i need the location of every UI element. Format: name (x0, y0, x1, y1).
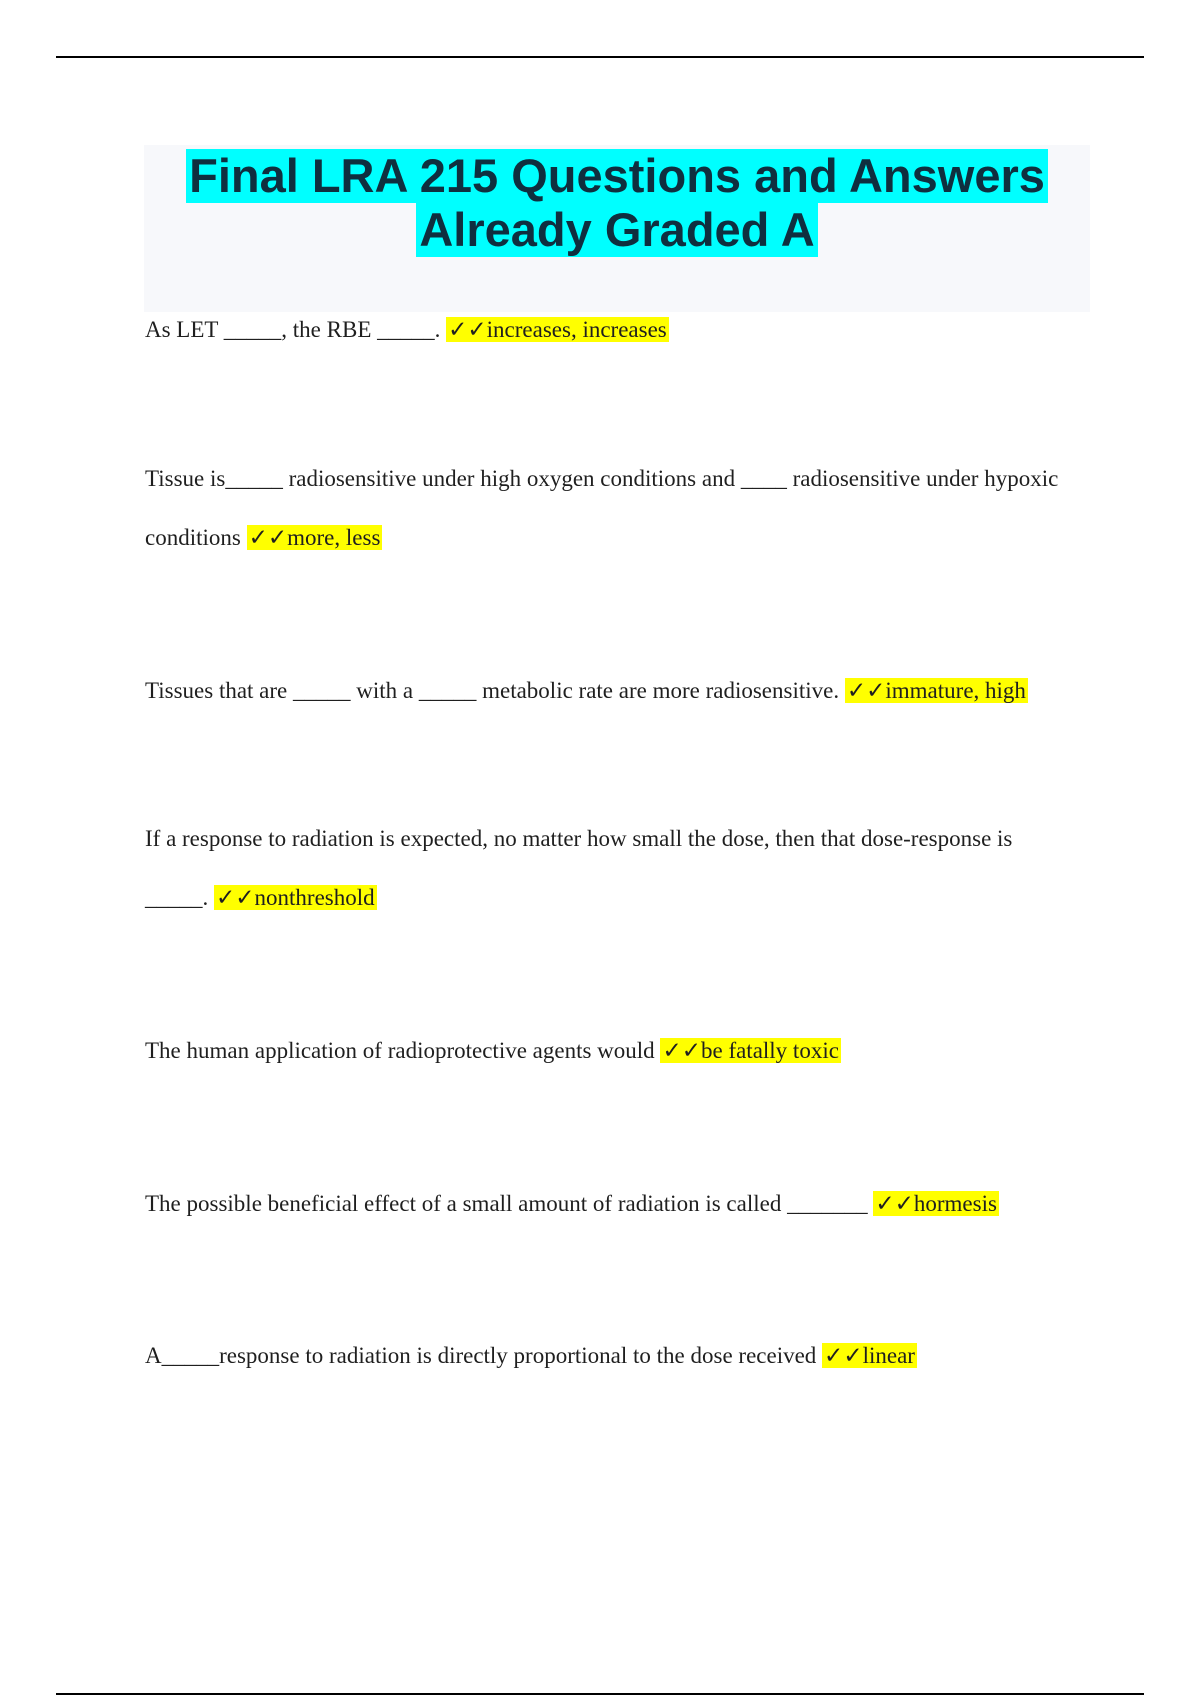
qa-item-7 (145, 1326, 1075, 1385)
title-block (144, 145, 1090, 312)
question-text: Tissue is_____ radiosensitive under high oxygen conditions and ____ radiosensitive under hypoxic conditions (145, 466, 1059, 550)
qa-item-1 (145, 300, 1075, 359)
answer-highlight: ✓✓increases, increases (448, 317, 667, 342)
footer-rule (56, 1693, 1144, 1695)
qa-item-3 (145, 661, 1075, 720)
document-title-line-1: Final LRA 215 Questions and Answers (186, 149, 1048, 203)
answer-highlight: ✓✓more, less (248, 525, 381, 550)
answer-highlight: ✓✓immature, high (846, 678, 1026, 703)
question-text: The possible beneficial effect of a small amount of radiation is called _______ (145, 1191, 868, 1216)
qa-item-4 (145, 809, 1075, 927)
answer-highlight: ✓✓linear (824, 1343, 915, 1368)
answer-highlight: ✓✓nonthreshold (216, 885, 375, 910)
question-text: As LET _____, the RBE _____. (145, 317, 441, 342)
document-title-line-2: Already Graded A (416, 203, 817, 257)
question-text: Tissues that are _____ with a _____ metabolic rate are more radiosensitive. (145, 678, 840, 703)
qa-item-2 (145, 449, 1075, 567)
question-text: A_____response to radiation is directly proportional to the dose received (145, 1343, 817, 1368)
qa-item-5 (145, 1021, 1075, 1080)
answer-highlight: ✓✓hormesis (875, 1191, 997, 1216)
qa-item-6 (145, 1174, 1075, 1233)
question-text: If a response to radiation is expected, no matter how small the dose, then that dose-response is _____. (145, 826, 1013, 910)
header-rule (56, 56, 1144, 58)
answer-highlight: ✓✓be fatally toxic (662, 1038, 839, 1063)
question-text: The human application of radioprotective agents would (145, 1038, 655, 1063)
